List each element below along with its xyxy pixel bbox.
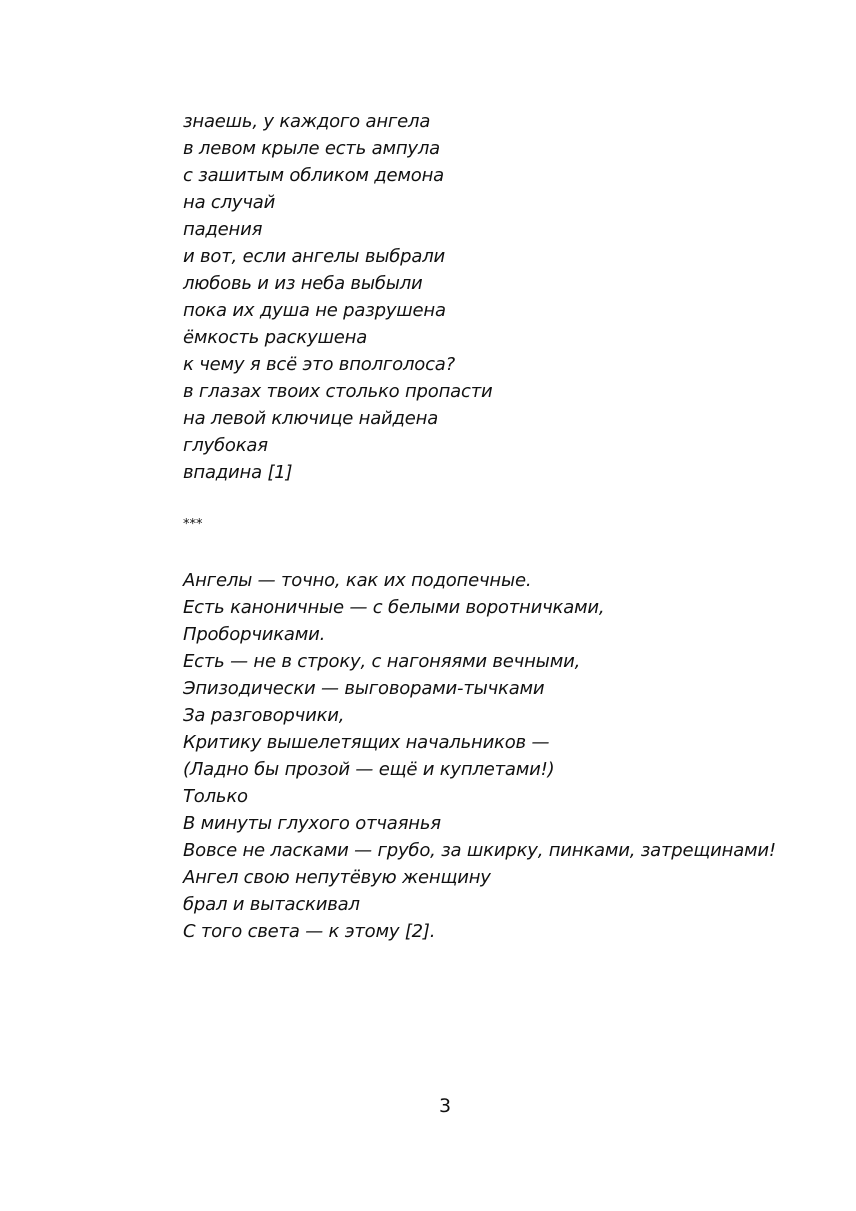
poem-line: в левом крыле есть ампула — [183, 138, 440, 159]
poem-line: на случай — [183, 192, 276, 213]
poem-second — [183, 567, 823, 945]
poem-line: (Ладно бы прозой — ещё и куплетами!) — [183, 759, 555, 780]
poem-line: Есть — не в строку, с нагоняями вечными, — [183, 651, 581, 672]
poem-line: глубокая — [183, 435, 268, 456]
asterism: *** — [183, 517, 203, 532]
poem-line: Вовсе не ласками — грубо, за шкирку, пинками, затрещинами! — [183, 840, 776, 861]
poem-line: любовь и из неба выбыли — [183, 273, 423, 294]
poem-line: Ангел свою непутёвую женщину — [183, 867, 491, 888]
poem-line: С того света — к этому [2]. — [183, 921, 436, 942]
poem-line: Только — [183, 786, 248, 807]
poem-line: знаешь, у каждого ангела — [183, 111, 431, 132]
poem-line: В минуты глухого отчаянья — [183, 813, 441, 834]
poem-line: Есть каноничные — с белыми воротничками, — [183, 597, 605, 618]
poem-line: и вот, если ангелы выбрали — [183, 246, 446, 267]
poem-line: к чему я всё это вполголоса? — [183, 354, 455, 375]
poem-line: с зашитым обликом демона — [183, 165, 444, 186]
poem-line: в глазах твоих столько пропасти — [183, 381, 493, 402]
poem-line: падения — [183, 219, 263, 240]
page-number: 3 — [438, 1095, 452, 1117]
poem-line: Критику вышелетящих начальников — — [183, 732, 550, 753]
poem-line: Эпизодически — выговорами-тычками — [183, 678, 545, 699]
poem-first — [183, 108, 823, 486]
poem-line: брал и вытаскивал — [183, 894, 360, 915]
section-separator — [183, 513, 823, 535]
poem-line: Проборчиками. — [183, 624, 326, 645]
poem-line: на левой ключице найдена — [183, 408, 439, 429]
poem-line: За разговорчики, — [183, 705, 345, 726]
poem-line: Ангелы — точно, как их подопечные. — [183, 570, 532, 591]
poem-line: пока их душа не разрушена — [183, 300, 446, 321]
poem-line: ёмкость раскушена — [183, 327, 368, 348]
poem-line: впадина [1] — [183, 462, 293, 483]
